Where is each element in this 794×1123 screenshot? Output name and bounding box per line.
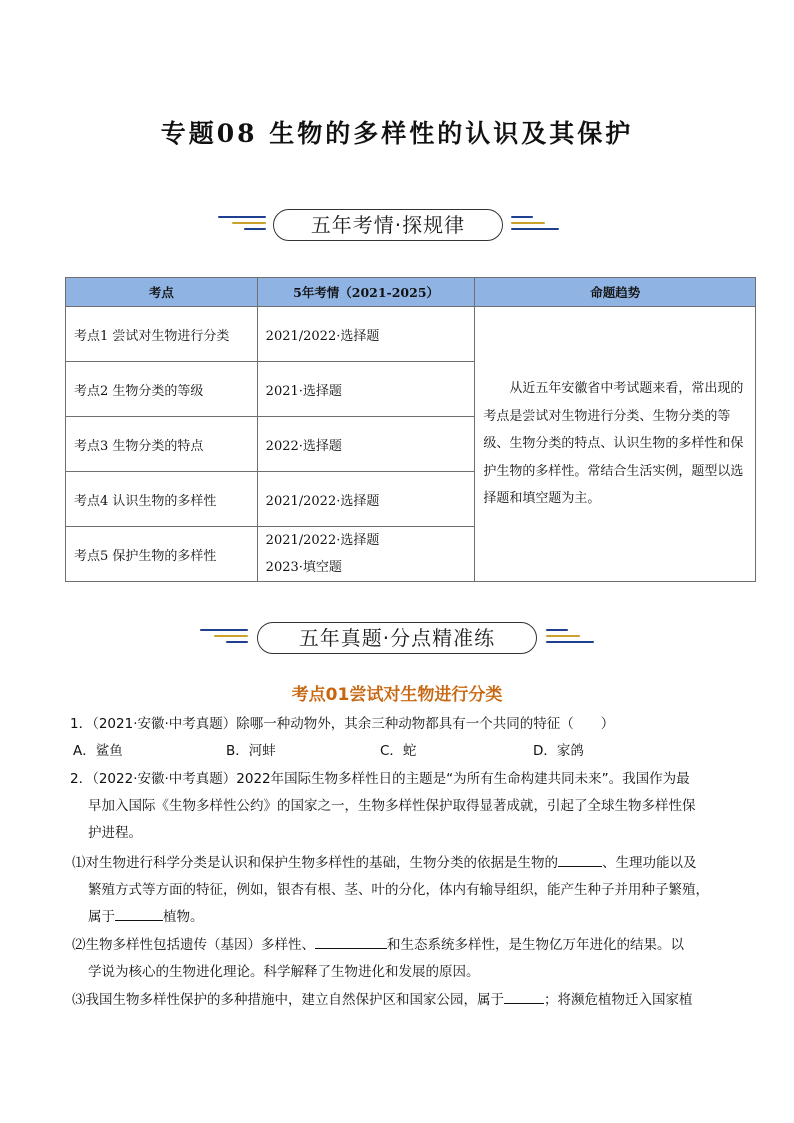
exam-years-cell: 2021/2022·选择题	[257, 307, 475, 362]
answer-blank[interactable]	[115, 906, 163, 921]
page-title: 专题08 生物的多样性的认识及其保护	[160, 119, 634, 148]
question-text: ⑵生物多样性包括遗传（基因）多样性、	[72, 937, 315, 953]
question-1-stem: 1．（2021·安徽·中考真题）除哪一种动物外，其余三种动物都具有一个共同的特征（ ）	[70, 716, 615, 732]
question-1-option-b: B．河蚌	[226, 743, 276, 759]
section-banner-exam-analysis	[0, 209, 794, 243]
question-text: ；将濒危植物迁入国家植	[544, 992, 693, 1008]
exam-point-heading: 考点01尝试对生物进行分类	[291, 685, 503, 705]
exam-years-cell: 2022·选择题	[257, 417, 475, 472]
exam-point-cell: 考点1 尝试对生物进行分类	[66, 307, 258, 362]
question-1-option-d: D．家鸽	[533, 743, 584, 759]
question-text: 属于	[88, 909, 115, 925]
table-header-trend: 命题趋势	[475, 278, 756, 307]
question-1-option-c: C．蛇	[380, 743, 417, 759]
banner-left-decoration	[218, 214, 268, 234]
question-2-part-1-line	[88, 904, 204, 931]
question-2-part-2-line	[72, 932, 684, 959]
banner-title: 五年考情·探规律	[273, 209, 503, 241]
question-text: ⑶我国生物多样性保护的多种措施中，建立自然保护区和国家公园，属于	[72, 992, 504, 1008]
exam-point-cell: 考点3 生物分类的特点	[66, 417, 258, 472]
question-text: 、生理功能以及	[602, 855, 697, 871]
question-1-option-a: A．鲨鱼	[73, 743, 123, 759]
question-2-part-1-line	[72, 850, 697, 877]
table-header-point: 考点	[66, 278, 258, 307]
exam-years-cell: 2021/2022·选择题	[257, 472, 475, 527]
answer-blank[interactable]	[504, 989, 544, 1004]
trend-cell: 从近五年安徽省中考试题来看，常出现的考点是尝试对生物进行分类、生物分类的等级、生物分类的特点、认识生物的多样性和保护生物的多样性。常结合生活实例，题型以选择题和填空题为主。	[475, 307, 756, 582]
table-row	[66, 307, 756, 362]
section-banner-practice	[0, 622, 794, 656]
question-2-part-3-line	[72, 987, 693, 1014]
exam-years-cell: 2021·选择题	[257, 362, 475, 417]
banner-left-decoration	[200, 627, 250, 647]
exam-point-cell: 考点4 认识生物的多样性	[66, 472, 258, 527]
exam-years-line: 2023·填空题	[265, 560, 342, 575]
exam-years-cell	[257, 527, 475, 582]
question-text: ⑴对生物进行科学分类是认识和保护生物多样性的基础，生物分类的依据是生物的	[72, 855, 558, 871]
question-2-stem-line: 早加入国际《生物多样性公约》的国家之一，生物多样性保护取得显著成就，引起了全球生物多样性保	[88, 798, 696, 814]
exam-analysis-table	[65, 277, 756, 582]
question-2-part-2-line: 学说为核心的生物进化理论。科学解释了生物进化和发展的原因。	[88, 964, 480, 980]
table-header-row	[66, 278, 756, 307]
question-text: 植物。	[163, 909, 204, 925]
exam-point-cell: 考点5 保护生物的多样性	[66, 527, 258, 582]
table-header-years: 5年考情（2021-2025）	[257, 278, 475, 307]
banner-right-decoration	[546, 627, 596, 647]
answer-blank[interactable]	[315, 934, 387, 949]
question-text: 和生态系统多样性，是生物亿万年进化的结果。以	[387, 937, 684, 953]
question-2-part-1-line: 繁殖方式等方面的特征，例如，银杏有根、茎、叶的分化，体内有输导组织，能产生种子并用种子繁殖，	[88, 882, 709, 898]
question-2-stem-line: 护进程。	[88, 825, 142, 841]
question-2-stem-line: 2．（2022·安徽·中考真题）2022年国际生物多样性日的主题是“为所有生命构建共同未来”。我国作为最	[70, 771, 690, 787]
exam-years-line: 2021/2022·选择题	[265, 533, 380, 548]
banner-right-decoration	[511, 214, 561, 234]
answer-blank[interactable]	[558, 852, 602, 867]
banner-title: 五年真题·分点精准练	[257, 622, 537, 654]
exam-point-cell: 考点2 生物分类的等级	[66, 362, 258, 417]
